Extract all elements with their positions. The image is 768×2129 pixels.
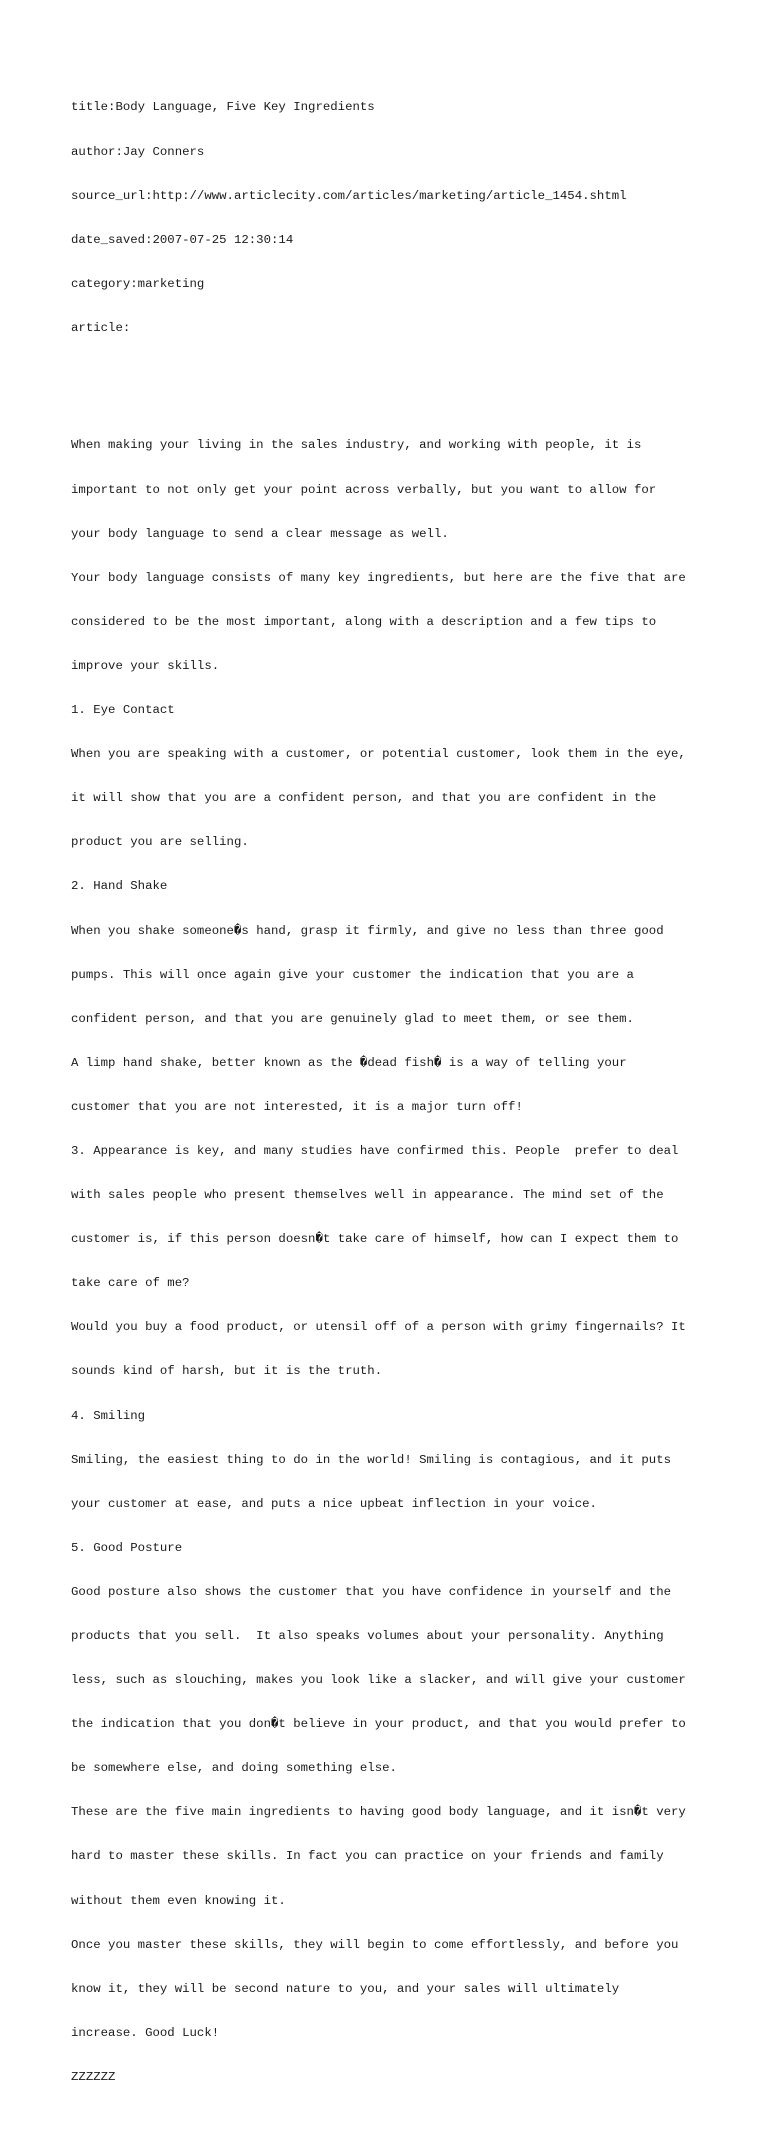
body-line: your body language to send a clear message as well. [71,526,449,541]
body-line: important to not only get your point across verbally, but you want to allow for [71,482,657,497]
section-heading: 2. Hand Shake [71,879,168,894]
body-line: improve your skills. [71,658,220,673]
body-line: sounds kind of harsh, but it is the truth. [71,1364,383,1379]
title-line: title:Body Language, Five Key Ingredients [71,100,375,115]
body-line: A limp hand shake, better known as the �dead fish� is a way of telling your [71,1055,627,1070]
body-line: customer that you are not interested, it is a major turn off! [71,1099,523,1114]
blank-line [71,365,731,380]
body-line: without them even knowing it. [71,1893,286,1908]
end-marker: ZZZZZZ [71,2069,116,2084]
article-label: article: [71,320,131,335]
document-page [71,71,731,2129]
body-line: customer is, if this person doesn�t take care of himself, how can I expect them to [71,1232,679,1247]
body-line: Good posture also shows the customer that you have confidence in yourself and the [71,1584,672,1599]
body-line: the indication that you don�t believe in your product, and that you would prefer to [71,1717,686,1732]
category-line: category:marketing [71,276,205,291]
body-line: These are the five main ingredients to having good body language, and it isn�t very [71,1805,686,1820]
body-line: When you shake someone�s hand, grasp it firmly, and give no less than three good [71,923,664,938]
body-line: take care of me? [71,1276,190,1291]
source-url-line: source_url:http://www.articlecity.com/articles/marketing/article_1454.shtml [71,188,627,203]
section-heading: 3. Appearance is key, and many studies have confirmed this. People prefer to deal [71,1143,679,1158]
body-line: products that you sell. It also speaks volumes about your personality. Anything [71,1629,664,1643]
body-line: When making your living in the sales industry, and working with people, it is [71,438,642,453]
body-line: it will show that you are a confident person, and that you are confident in the [71,791,657,806]
body-line: When you are speaking with a customer, or potential customer, look them in the eye, [71,747,686,762]
body-line: with sales people who present themselves well in appearance. The mind set of the [71,1188,664,1203]
section-heading: 4. Smiling [71,1408,146,1423]
body-line: Would you buy a food product, or utensil off of a person with grimy fingernails? It [71,1320,686,1335]
body-line: be somewhere else, and doing something else. [71,1761,397,1776]
author-line: author:Jay Conners [71,144,205,159]
body-line: your customer at ease, and puts a nice upbeat inflection in your voice. [71,1496,597,1511]
article-body [71,409,731,2114]
body-line: Your body language consists of many key ingredients, but here are the five that are [71,570,686,585]
body-line: Once you master these skills, they will begin to come effortlessly, and before you [71,1937,679,1952]
section-heading: 5. Good Posture [71,1540,183,1555]
body-line: increase. Good Luck! [71,2025,220,2040]
body-line: considered to be the most important, along with a description and a few tips to [71,614,657,629]
body-line: less, such as slouching, makes you look like a slacker, and will give your customer [71,1673,686,1688]
body-line: know it, they will be second nature to you, and your sales will ultimately [71,1981,620,1996]
date-saved-line: date_saved:2007-07-25 12:30:14 [71,232,294,247]
body-line: pumps. This will once again give your customer the indication that you are a [71,967,634,982]
body-line: confident person, and that you are genuinely glad to meet them, or see them. [71,1011,634,1026]
body-line: product you are selling. [71,835,249,850]
body-line: Smiling, the easiest thing to do in the world! Smiling is contagious, and it puts [71,1452,672,1467]
body-line: hard to master these skills. In fact you can practice on your friends and family [71,1849,664,1864]
section-heading: 1. Eye Contact [71,703,175,718]
